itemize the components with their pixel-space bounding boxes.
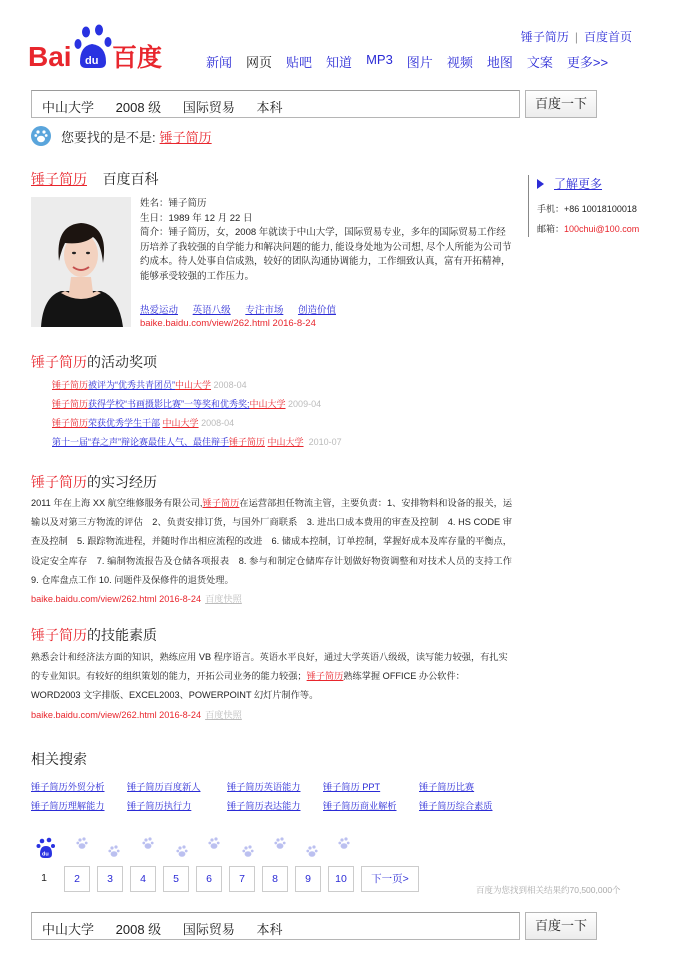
top-link-baidu-home[interactable]: 百度首页: [583, 30, 632, 44]
related-link[interactable]: 锤子简历综合素质: [419, 800, 493, 811]
experience-text-after: 在运营部担任物流主管，主要负责：1、安排物料和设备的报关，运输以及对第三方物流的评估 2、负责安排订货，与国外厂商联系 3. 进出口成本费用的审查及控制 4. HS CODE 审查及控制 5. 跟踪物流进程，并随时作出相应流程的改进 6. 储成本控制，订单控制，掌握好成本及库存量的平衡点，设定安全库存 7. 编制物流报告及仓储各项报表 8. 参与和制定仓储库存计划做好物资调整和对技术人员的支持工作 9. 仓库盘点工作 10. 问题件及保修件的退货处理。: [31, 498, 522, 585]
nav-item-map[interactable]: 地图: [486, 55, 513, 70]
baike-url: baike.baidu.com/view/262.html 2016-8-24: [140, 318, 316, 329]
award-item[interactable]: [52, 414, 342, 433]
award-school[interactable]: 中山大学: [249, 399, 286, 409]
experience-name[interactable]: 锤子简历: [202, 498, 240, 508]
nav-item-video[interactable]: 视频: [446, 55, 473, 70]
suggest-prefix: 您要找的是不是:: [61, 129, 156, 145]
email-line: [537, 222, 658, 235]
award-date: 2008-04: [201, 418, 235, 428]
award-name[interactable]: 锤子简历: [52, 418, 89, 428]
tag-link[interactable]: 热爱运动: [140, 305, 179, 316]
next-page-button[interactable]: 下一页>: [361, 866, 419, 892]
search-term: 中山大学: [42, 100, 95, 115]
logo-text-baidu-cn: 百度: [112, 43, 163, 72]
award-text[interactable]: 被评为“优秀共青团员”: [88, 380, 176, 390]
award-school[interactable]: 中山大学: [175, 380, 212, 390]
result-count: 百度为您找到相关结果约70,500,000个: [476, 885, 621, 895]
phone-value: +86 10018100018: [564, 204, 637, 214]
award-item[interactable]: [52, 433, 342, 452]
search-term: 2008 级: [115, 922, 162, 937]
search-term: 国际贸易: [182, 922, 235, 937]
nav-item-zhidao[interactable]: 知道: [326, 55, 353, 70]
nav-item-images[interactable]: 图片: [406, 55, 433, 70]
related-link[interactable]: 锤子简历商业解析: [323, 800, 397, 811]
baike-tags: [140, 302, 348, 316]
nav-item-more[interactable]: 更多>>: [566, 55, 609, 70]
award-name[interactable]: 锤子简历: [52, 399, 89, 409]
baike-birth: 生日：1989 年 12 月 22 日: [140, 212, 253, 224]
nav-item-mp3[interactable]: MP3: [366, 52, 393, 67]
related-link[interactable]: 锤子简历百度新人: [127, 782, 201, 792]
search-term: 本科: [256, 100, 283, 115]
related-searches: [31, 778, 515, 815]
awards-title-suffix: 的活动奖项: [87, 354, 157, 370]
phone-line: [537, 202, 658, 215]
tag-link[interactable]: 专注市场: [245, 305, 284, 316]
experience-body: [31, 494, 522, 609]
phone-label: 手机：: [537, 204, 565, 214]
baike-title-name[interactable]: 锤子简历: [31, 171, 87, 187]
baike-info: [140, 197, 514, 285]
logo-text-du: du: [85, 55, 99, 67]
experience-title-suffix: 的实习经历: [87, 474, 157, 490]
paw-icon: [76, 837, 349, 856]
did-you-mean: [31, 126, 212, 146]
award-item[interactable]: [52, 395, 342, 414]
award-school[interactable]: 中山大学: [162, 418, 199, 428]
logo-text-bai: Bai: [28, 41, 72, 72]
tag-link[interactable]: 创造价值: [297, 305, 336, 316]
snapshot-link[interactable]: 百度快照: [205, 709, 242, 720]
profile-photo[interactable]: [31, 197, 131, 327]
related-link[interactable]: 锤子简历理解能力: [31, 800, 105, 811]
related-link[interactable]: 锤子简历比赛: [419, 782, 475, 792]
award-name[interactable]: 锤子简历: [229, 437, 266, 447]
skills-name[interactable]: 锤子简历: [306, 671, 344, 682]
related-link[interactable]: 锤子简历外贸分析: [31, 782, 105, 792]
email-value[interactable]: 100chui@100.com: [564, 224, 640, 234]
related-title: 相关搜索: [31, 751, 87, 767]
email-label: 邮箱：: [537, 224, 565, 234]
page-link[interactable]: 8: [262, 866, 288, 892]
baike-title[interactable]: [31, 169, 159, 189]
skills-text-before: 熟悉会计和经济法方面的知识，熟练应用 VB 程序语言。英语水平良好，通过大学英语八级级，读写能力较强，有扎实的专业知识。有较好的组织策划的能力，开拓公司业务的能力较强；: [31, 652, 508, 682]
page-link[interactable]: 2: [64, 866, 90, 892]
page-link[interactable]: 3: [97, 866, 123, 892]
top-link-resume[interactable]: 锤子简历: [520, 30, 569, 44]
play-arrow-icon: [537, 179, 544, 189]
nav-item-web[interactable]: 网页: [246, 55, 273, 70]
page-link[interactable]: 9: [295, 866, 321, 892]
search-input-bottom[interactable]: [31, 912, 520, 940]
award-date: 2008-04: [213, 380, 247, 390]
nav-item-news[interactable]: 新闻: [206, 55, 233, 70]
award-text[interactable]: 第十一届“春之声”辩论赛最佳人气、最佳辩手: [52, 437, 229, 447]
skills-title-suffix: 的技能素质: [87, 627, 157, 643]
paw-badge-icon: [31, 126, 51, 146]
page-current: 1: [41, 872, 47, 884]
related-link[interactable]: 锤子简历英语能力: [227, 782, 301, 792]
experience-url: baike.baidu.com/view/262.html 2016-8-24: [31, 594, 202, 605]
contact-sidebar: [528, 175, 658, 237]
baike-title-suffix: 百度百科: [102, 171, 159, 187]
page-link[interactable]: 7: [229, 866, 255, 892]
awards-list: [52, 376, 342, 452]
search-button[interactable]: 百度一下: [525, 90, 597, 118]
learn-more-link[interactable]: 了解更多: [554, 177, 603, 191]
award-school[interactable]: 中山大学: [267, 437, 304, 447]
experience-title-name: 锤子简历: [31, 474, 87, 490]
nav-item-tieba[interactable]: 贴吧: [286, 55, 313, 70]
search-button-bottom[interactable]: 百度一下: [525, 912, 597, 940]
award-text[interactable]: 获得学校“书画摄影比赛”一等奖和优秀奖;: [88, 399, 250, 409]
related-link[interactable]: 锤子简历表达能力: [227, 800, 301, 811]
snapshot-link[interactable]: 百度快照: [205, 594, 242, 605]
search-term: 本科: [256, 922, 283, 937]
top-links: 锤子简历 | 百度首页: [520, 30, 632, 44]
baike-name: 姓名：锤子简历: [140, 198, 207, 209]
award-date: 2010-07: [308, 437, 342, 447]
awards-title-name: 锤子简历: [31, 354, 87, 370]
pager-paws: [36, 836, 356, 860]
page-link[interactable]: 5: [163, 866, 189, 892]
baike-intro: 简介：锤子简历，女，2008 年就读于中山大学，国际贸易专业，多年的国际贸易工作经历培养了我较强的自学能力和解决问题的能力, 能设身处地为公司想, 尽个人所能为公司节约成本。待人处事自信成熟，较好的团队沟通协调能力，工作细致认真，富有开拓精神，能够承受较强的工作压力。: [140, 227, 512, 282]
related-link[interactable]: 锤子简历执行力: [127, 800, 192, 811]
award-item[interactable]: [52, 376, 342, 395]
search-term: 国际贸易: [182, 100, 235, 115]
award-name[interactable]: 锤子简历: [52, 380, 89, 390]
nav-item-wenan[interactable]: 文案: [526, 55, 553, 70]
pagination: [31, 866, 426, 892]
skills-title-name: 锤子简历: [31, 627, 87, 643]
suggest-query-link[interactable]: 锤子简历: [159, 129, 212, 145]
skills-title[interactable]: [31, 625, 157, 645]
search-term: 中山大学: [42, 922, 95, 937]
related-link[interactable]: 锤子简历 PPT: [323, 782, 381, 792]
svg-text:du: du: [42, 851, 49, 858]
award-text[interactable]: 荣获优秀学生干部: [88, 418, 161, 428]
baidu-logo[interactable]: [28, 22, 178, 72]
award-date: 2009-04: [288, 399, 322, 409]
page-link[interactable]: 10: [328, 866, 354, 892]
page-link[interactable]: 6: [196, 866, 222, 892]
search-term: 2008 级: [115, 100, 162, 115]
experience-text-before: 2011 年在上海 XX 航空维修服务有限公司,: [31, 498, 203, 508]
page-link[interactable]: 4: [130, 866, 156, 892]
search-input[interactable]: [31, 90, 520, 118]
skills-url: baike.baidu.com/view/262.html 2016-8-24: [31, 709, 202, 720]
awards-title: [31, 352, 157, 372]
experience-title[interactable]: [31, 472, 157, 492]
nav-bar: [206, 52, 622, 71]
tag-link[interactable]: 英语八级: [192, 305, 231, 316]
skills-text-after: 熟练掌握 OFFICE 办公软件：WORD2003 文字排版、EXCEL2003、POWERPOINT 幻灯片制作等。: [31, 671, 465, 701]
skills-body: [31, 648, 512, 725]
